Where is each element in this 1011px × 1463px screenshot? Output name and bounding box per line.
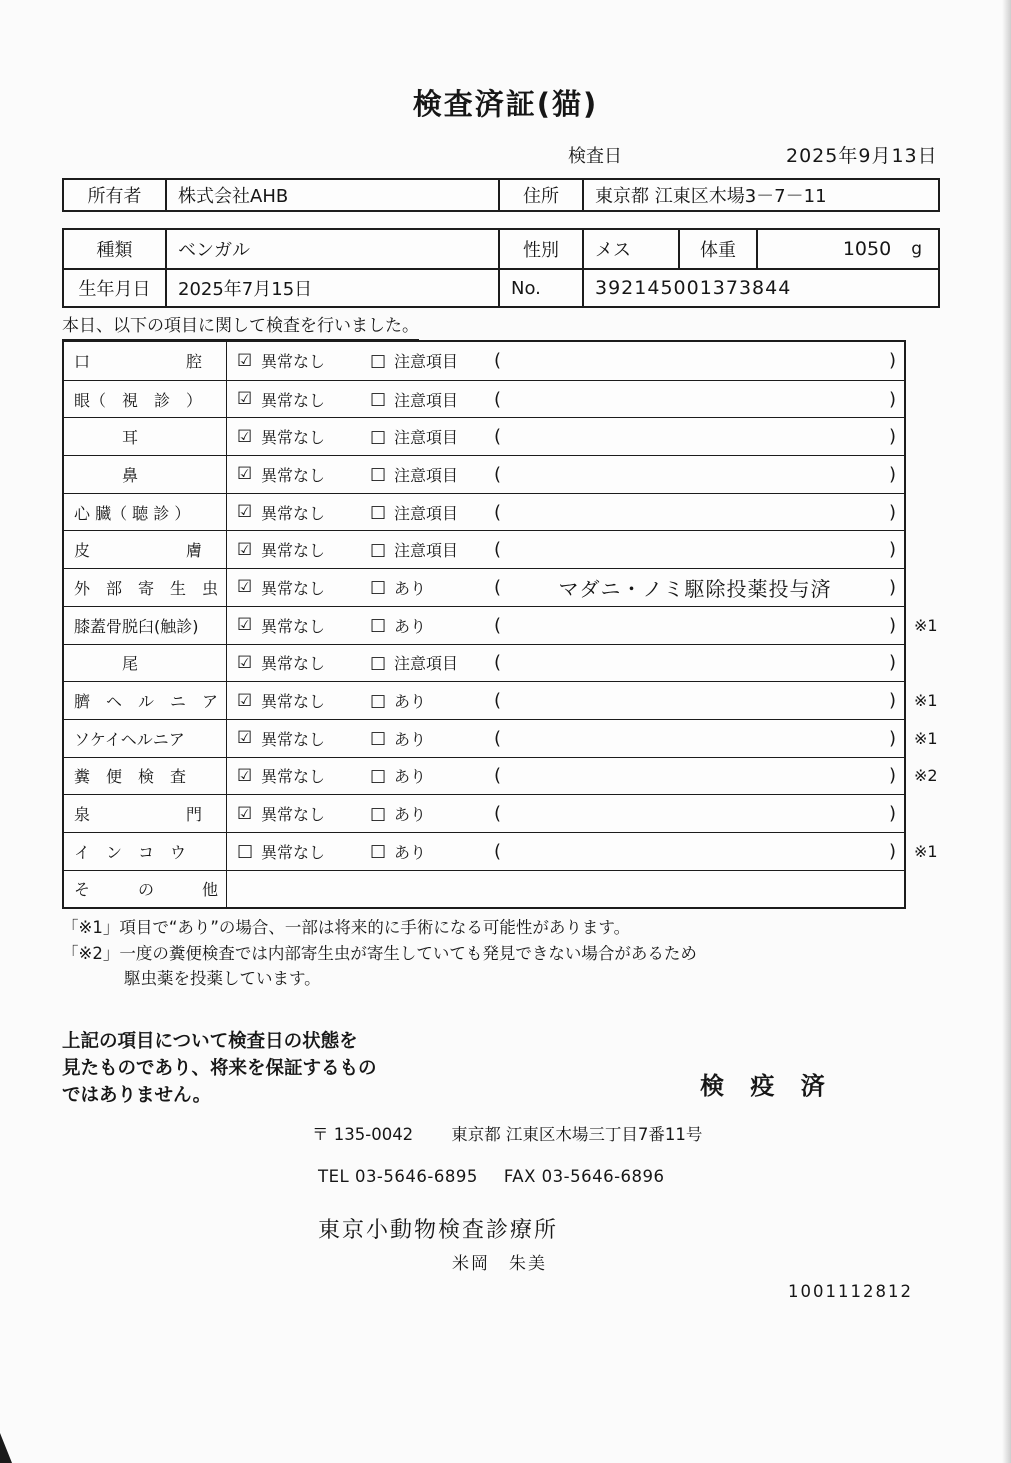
weight-cell: [758, 230, 938, 268]
info-row-birth: [64, 268, 938, 306]
exam-row: [64, 794, 904, 832]
exam-item-label: そ の 他: [64, 871, 227, 908]
paren-open: (: [494, 803, 502, 825]
exam-item-label: ソケイヘルニア: [64, 720, 227, 757]
paren-open: (: [494, 463, 502, 485]
birthdate-value: 2025年7月15日: [167, 270, 500, 306]
footnote-2: 「※2」一度の糞便検査では内部寄生虫が寄生していても発見できない場合があるため: [62, 943, 697, 963]
option-normal-label: 異常なし: [261, 428, 326, 448]
exam-item-label: 膝蓋骨脱臼(触診): [64, 607, 227, 644]
remarks-field: [494, 690, 904, 711]
option-normal-label: 異常なし: [261, 767, 326, 787]
paren-close: ): [888, 652, 896, 674]
exam-row: [64, 644, 904, 682]
paren-open: (: [494, 652, 502, 674]
checkbox-attention-icon: □: [370, 389, 387, 410]
remarks-field: [494, 652, 904, 673]
quarantine-stamp: 検 疫 済: [700, 1072, 834, 1100]
exam-table: [62, 340, 938, 909]
option-attention-label: あり: [394, 729, 427, 749]
option-attention-label: 注意項目: [394, 428, 459, 448]
disclaimer-line-2: 見たものであり、将来を保証するもの: [62, 1058, 377, 1079]
checkbox-normal-icon: ☑: [237, 502, 253, 523]
exam-row: [64, 342, 904, 380]
exam-item-label: 口 腔: [64, 342, 227, 380]
checkbox-normal-icon: ☑: [237, 350, 253, 371]
weight-value: 1050: [842, 238, 892, 260]
sex-label: 性別: [500, 230, 584, 268]
option-normal-label: 異常なし: [261, 541, 326, 561]
checkbox-normal-icon: ☑: [237, 389, 253, 410]
footnote-marker: ※1: [914, 691, 938, 711]
paren-close: ): [888, 727, 896, 749]
exam-row: [64, 870, 904, 908]
remarks-field: [494, 350, 904, 371]
option-normal-label: 異常なし: [261, 616, 326, 636]
checkbox-attention-icon: □: [370, 728, 387, 749]
paren-close: ): [888, 690, 896, 712]
exam-item-label: 尾: [64, 645, 227, 682]
checkbox-normal-icon: ☑: [237, 426, 253, 447]
disclaimer-line-1: 上記の項目について検査日の状態を: [62, 1031, 358, 1052]
option-attention-label: 注意項目: [394, 390, 459, 410]
checkbox-attention-icon: □: [370, 765, 387, 786]
option-attention-label: 注意項目: [394, 352, 459, 372]
remarks-field: [494, 765, 904, 786]
option-attention-label: あり: [394, 692, 427, 712]
option-normal-label: 異常なし: [261, 842, 326, 862]
paren-close: ): [888, 614, 896, 636]
exam-item-label: 臍 ヘ ル ニ ア: [64, 682, 227, 719]
checkbox-normal-icon: ☑: [237, 464, 253, 485]
option-attention-label: あり: [394, 578, 427, 598]
option-normal-label: 異常なし: [261, 352, 326, 372]
checkbox-attention-icon: □: [370, 539, 387, 560]
option-attention-label: 注意項目: [394, 465, 459, 485]
exam-row: [64, 417, 904, 455]
owner-value: 株式会社AHB: [167, 180, 500, 210]
paren-open: (: [494, 576, 502, 598]
paren-open: (: [494, 614, 502, 636]
remarks-field: [494, 539, 904, 560]
no-value: 392145001373844: [595, 277, 792, 299]
info-row-breed: [64, 230, 938, 268]
checkbox-normal-icon: ☑: [237, 652, 253, 673]
checkbox-normal-icon: ☑: [237, 690, 253, 711]
remarks-field: [494, 803, 904, 824]
option-attention-label: あり: [394, 805, 427, 825]
exam-row: [64, 719, 938, 757]
checkbox-normal-icon: ☑: [237, 577, 253, 598]
checkbox-attention-icon: □: [370, 615, 387, 636]
paren-open: (: [494, 501, 502, 523]
paren-close: ): [888, 539, 896, 561]
remarks-field: [494, 841, 904, 862]
option-attention-label: あり: [394, 616, 427, 636]
option-normal-label: 異常なし: [261, 503, 326, 523]
checkbox-attention-icon: □: [370, 841, 387, 862]
owner-label: 所有者: [64, 180, 167, 210]
scan-edge-artifact: [1002, 0, 1011, 1463]
address-label: 住所: [500, 180, 584, 210]
footnote-1: 「※1」項目で“あり”の場合、一部は将来的に手術になる可能性があります。: [62, 918, 631, 937]
inspection-date-value: 2025年9月13日: [786, 145, 938, 167]
exam-item-label: 糞 便 検 査: [64, 758, 227, 795]
inspection-date-label: 検査日: [568, 146, 622, 167]
checkbox-normal-icon: ☑: [237, 765, 253, 786]
option-attention-label: 注意項目: [394, 503, 459, 523]
exam-item-label: 鼻: [64, 456, 227, 493]
paren-open: (: [494, 840, 502, 862]
checkbox-attention-icon: □: [370, 652, 387, 673]
option-attention-label: 注意項目: [394, 541, 459, 561]
serial-number: 1001112812: [788, 1282, 913, 1301]
animal-info-table: [62, 228, 940, 308]
checkbox-attention-icon: □: [370, 502, 387, 523]
remarks-field: [494, 502, 904, 523]
exam-item-label: 外 部 寄 生 虫: [64, 569, 227, 606]
disclaimer-line-3: ではありません。: [62, 1085, 212, 1106]
sex-value: メス: [584, 230, 680, 268]
footnote-marker: ※1: [914, 615, 938, 635]
fax-number: FAX 03-5646-6896: [503, 1167, 665, 1186]
scan-corner-artifact: [0, 1433, 12, 1463]
disclaimer: [62, 1028, 377, 1109]
tel-number: TEL 03-5646-6895: [318, 1167, 478, 1186]
option-normal-label: 異常なし: [261, 465, 326, 485]
weight-unit: g: [911, 239, 922, 259]
paren-open: (: [494, 388, 502, 410]
checkbox-normal-icon: ☑: [237, 539, 253, 560]
remarks-field: [494, 464, 904, 485]
paren-close: ): [888, 501, 896, 523]
paren-open: (: [494, 539, 502, 561]
option-attention-label: 注意項目: [394, 654, 459, 674]
remarks-field: [494, 615, 904, 636]
remarks-field: [494, 728, 904, 749]
exam-item-label: 泉 門: [64, 795, 227, 832]
checkbox-normal-icon: ☑: [237, 728, 253, 749]
exam-row: [64, 681, 938, 719]
exam-row: [64, 493, 904, 531]
no-label: No.: [500, 270, 584, 306]
clinic-address-line: [312, 1121, 702, 1145]
exam-item-label: 皮 膚: [64, 531, 227, 568]
paren-close: ): [888, 388, 896, 410]
clinic-phone-line: [318, 1167, 665, 1186]
paren-open: (: [494, 765, 502, 787]
exam-item-label: 眼（ 視 診 ）: [64, 381, 227, 418]
remarks-field: [494, 573, 904, 602]
footnote-marker: ※1: [914, 728, 938, 748]
option-attention-label: あり: [394, 842, 427, 862]
paren-close: ): [888, 765, 896, 787]
paren-open: (: [494, 727, 502, 749]
checkbox-attention-icon: □: [370, 577, 387, 598]
checkbox-attention-icon: □: [370, 350, 387, 371]
paren-open: (: [494, 350, 502, 372]
footnote-marker: ※2: [914, 766, 938, 786]
exam-row: [64, 455, 904, 493]
exam-row: [64, 832, 938, 870]
footnotes: [62, 915, 697, 992]
owner-table: [62, 178, 940, 212]
option-normal-label: 異常なし: [261, 692, 326, 712]
paren-close: ): [888, 350, 896, 372]
remarks-text: マダニ・ノミ駆除投薬投与済: [558, 576, 832, 601]
exam-row: [64, 606, 938, 644]
footnote-marker: ※1: [914, 841, 938, 861]
exam-table-body: [64, 342, 938, 907]
breed-label: 種類: [64, 230, 167, 268]
clinic-address: 東京都 江東区木場三丁目7番11号: [451, 1125, 703, 1144]
exam-row: [64, 530, 904, 568]
remarks-field: [494, 389, 904, 410]
veterinarian-name: 米岡 朱美: [452, 1254, 547, 1274]
postal-code: 〒 135-0042: [312, 1125, 414, 1144]
exam-row: [64, 380, 904, 418]
page-title: 検査済証(猫): [412, 87, 599, 121]
checkbox-attention-icon: □: [370, 464, 387, 485]
paren-close: ): [888, 840, 896, 862]
option-normal-label: 異常なし: [261, 654, 326, 674]
weight-label: 体重: [680, 230, 758, 268]
breed-value: ベンガル: [167, 230, 500, 268]
exam-item-label: イ ン コ ウ: [64, 833, 227, 870]
checkbox-normal-icon: □: [237, 841, 254, 862]
paren-open: (: [494, 426, 502, 448]
exam-row: [64, 568, 904, 606]
option-normal-label: 異常なし: [261, 390, 326, 410]
exam-item-label: 心 臓（ 聴 診 ）: [64, 494, 227, 531]
checkbox-attention-icon: □: [370, 803, 387, 824]
exam-row: [64, 757, 938, 795]
address-value: 東京都 江東区木場3－7－11: [595, 186, 827, 207]
option-normal-label: 異常なし: [261, 729, 326, 749]
paren-close: ): [888, 576, 896, 598]
option-attention-label: あり: [394, 767, 427, 787]
checkbox-attention-icon: □: [370, 690, 387, 711]
checkbox-normal-icon: ☑: [237, 803, 253, 824]
paren-close: ): [888, 803, 896, 825]
intro-sentence: 本日、以下の項目に関して検査を行いました。: [62, 311, 419, 340]
birthdate-label: 生年月日: [64, 270, 167, 306]
checkbox-normal-icon: ☑: [237, 615, 253, 636]
paren-close: ): [888, 426, 896, 448]
option-normal-label: 異常なし: [261, 805, 326, 825]
paren-close: ): [888, 463, 896, 485]
clinic-name: 東京小動物検査診療所: [318, 1218, 559, 1243]
option-normal-label: 異常なし: [261, 578, 326, 598]
exam-item-label: 耳: [64, 418, 227, 455]
checkbox-attention-icon: □: [370, 426, 387, 447]
footnote-2-continued: 駆虫薬を投薬しています。: [124, 969, 321, 988]
paren-open: (: [494, 690, 502, 712]
remarks-field: [494, 426, 904, 447]
